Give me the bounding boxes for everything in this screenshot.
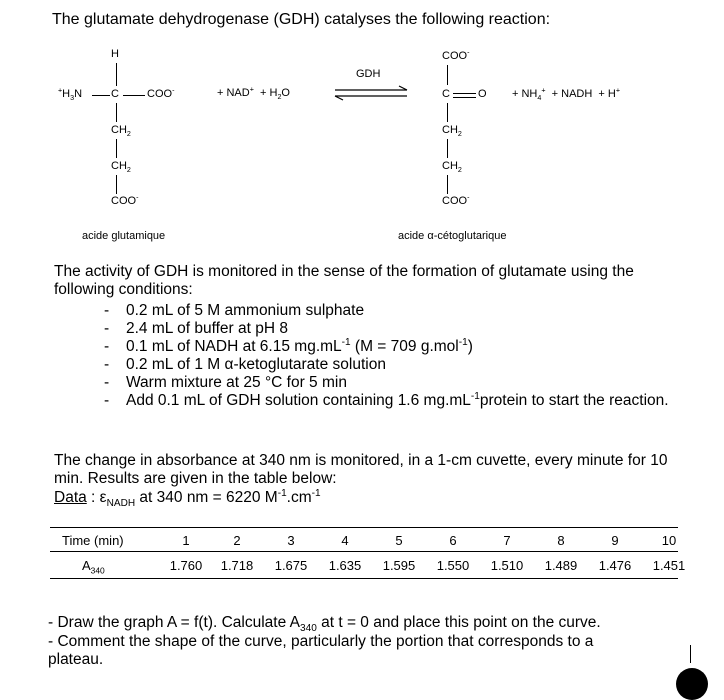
table-cell: 8 bbox=[557, 532, 565, 548]
question-1: - Draw the graph A = f(t). Calculate $A_{340}$ at t = 0 and place this point on the curve. bbox=[48, 614, 601, 635]
table-row bbox=[52, 552, 696, 578]
table-cell: 1.489 bbox=[544, 557, 578, 573]
table-cell: 1.451 bbox=[652, 557, 686, 573]
keto-ch2-a: $CH_2$ bbox=[442, 124, 462, 139]
table-cell: 1 bbox=[182, 532, 190, 548]
table-row bbox=[52, 528, 696, 552]
table-cell: 1.675 bbox=[274, 557, 308, 573]
glutamate-amine: $^+H_3N$ bbox=[58, 86, 83, 103]
intro-paragraph: The activity of GDH is monitored in the sense of the formation of glutamate using the following conditions: bbox=[54, 263, 634, 298]
table-cell: 7 bbox=[503, 532, 511, 548]
condition-item: - Add 0.1 mL of GDH solution containing 1.6 $mg.mL^{-1}protein$ to start the reaction. bbox=[104, 390, 669, 409]
keto-oxygen: O bbox=[478, 88, 487, 100]
glutamate-ch2-a: $CH_2$ bbox=[111, 124, 131, 139]
table-cell: 1.550 bbox=[436, 557, 470, 573]
table-cell: 9 bbox=[611, 532, 619, 548]
keto-bottom-carboxylate: COO- bbox=[442, 193, 470, 207]
table-cell: 1.760 bbox=[169, 557, 203, 573]
table-cell: 10 bbox=[661, 532, 677, 548]
monitoring-paragraph: The change in absorbance at 340 nm is monitored, in a 1-cm cuvette, every minute for 10 min. Results are given in the table below: bbox=[54, 452, 668, 487]
table-cell: 1.718 bbox=[220, 557, 254, 573]
table-cell: 2 bbox=[233, 532, 241, 548]
table-cell: 6 bbox=[449, 532, 457, 548]
page-heading: The glutamate dehydrogenase (GDH) catalyses the following reaction: bbox=[52, 11, 551, 28]
glutamate-h: H bbox=[111, 48, 119, 60]
condition-item: - 2.4 mL of buffer at pH 8 bbox=[104, 320, 288, 337]
ketoglutarate-name: acide α-cétoglutarique bbox=[398, 230, 507, 242]
keto-carbon: C bbox=[442, 88, 450, 100]
glutamate-side-carboxylate: COO- bbox=[147, 86, 175, 100]
glutamate-alpha-carbon: C bbox=[111, 88, 119, 100]
question-2: - Comment the shape of the curve, particularly the portion that corresponds to a plateau. bbox=[48, 633, 594, 668]
table-cell: 4 bbox=[341, 532, 349, 548]
left-cofactors: + $NAD^+ + H_2O$ bbox=[217, 85, 290, 102]
glutamate-bottom-carboxylate: COO- bbox=[111, 193, 139, 207]
scroll-marker bbox=[690, 645, 691, 663]
table-cell: 1.635 bbox=[328, 557, 362, 573]
conditions-list bbox=[104, 302, 672, 410]
glutamate-ch2-b: $CH_2$ bbox=[111, 160, 131, 175]
enzyme-label: GDH bbox=[356, 68, 381, 80]
table-cell: 5 bbox=[395, 532, 403, 548]
table-cell: 1.595 bbox=[382, 557, 416, 573]
row-label-absorbance: $A_{340}$ bbox=[82, 557, 105, 576]
table-cell: 1.510 bbox=[490, 557, 524, 573]
condition-item: - Warm mixture at 25 °C for 5 min bbox=[104, 374, 347, 391]
right-products: + $NH_4^+$ + NADH + H+ bbox=[512, 86, 620, 103]
row-label-time: Time (min) bbox=[62, 532, 124, 548]
absorbance-table bbox=[52, 528, 696, 578]
keto-top-carboxylate: COO- bbox=[442, 48, 470, 62]
keto-ch2-b: $CH_2$ bbox=[442, 160, 462, 175]
data-line: Data : $\varepsilon_{NADH}$ at 340 nm = 6220 $M^{-1}.cm^{-1}$ bbox=[54, 487, 321, 510]
condition-item: - 0.2 mL of 1 M α-ketoglutarate solution bbox=[104, 356, 386, 373]
condition-item: - 0.1 mL of NADH at 6.15 $mg.mL^{-1}$ (M = 709 g.mol$^{-1}$) bbox=[104, 336, 473, 355]
equilibrium-arrow-icon bbox=[333, 85, 409, 101]
glutamate-name: acide glutamique bbox=[82, 230, 166, 242]
table-cell: 3 bbox=[287, 532, 295, 548]
data-label: Data bbox=[54, 489, 87, 506]
condition-item: - 0.2 mL of 5 M ammonium sulphate bbox=[104, 302, 365, 319]
table-cell: 1.476 bbox=[598, 557, 632, 573]
scroll-button[interactable] bbox=[676, 668, 708, 700]
